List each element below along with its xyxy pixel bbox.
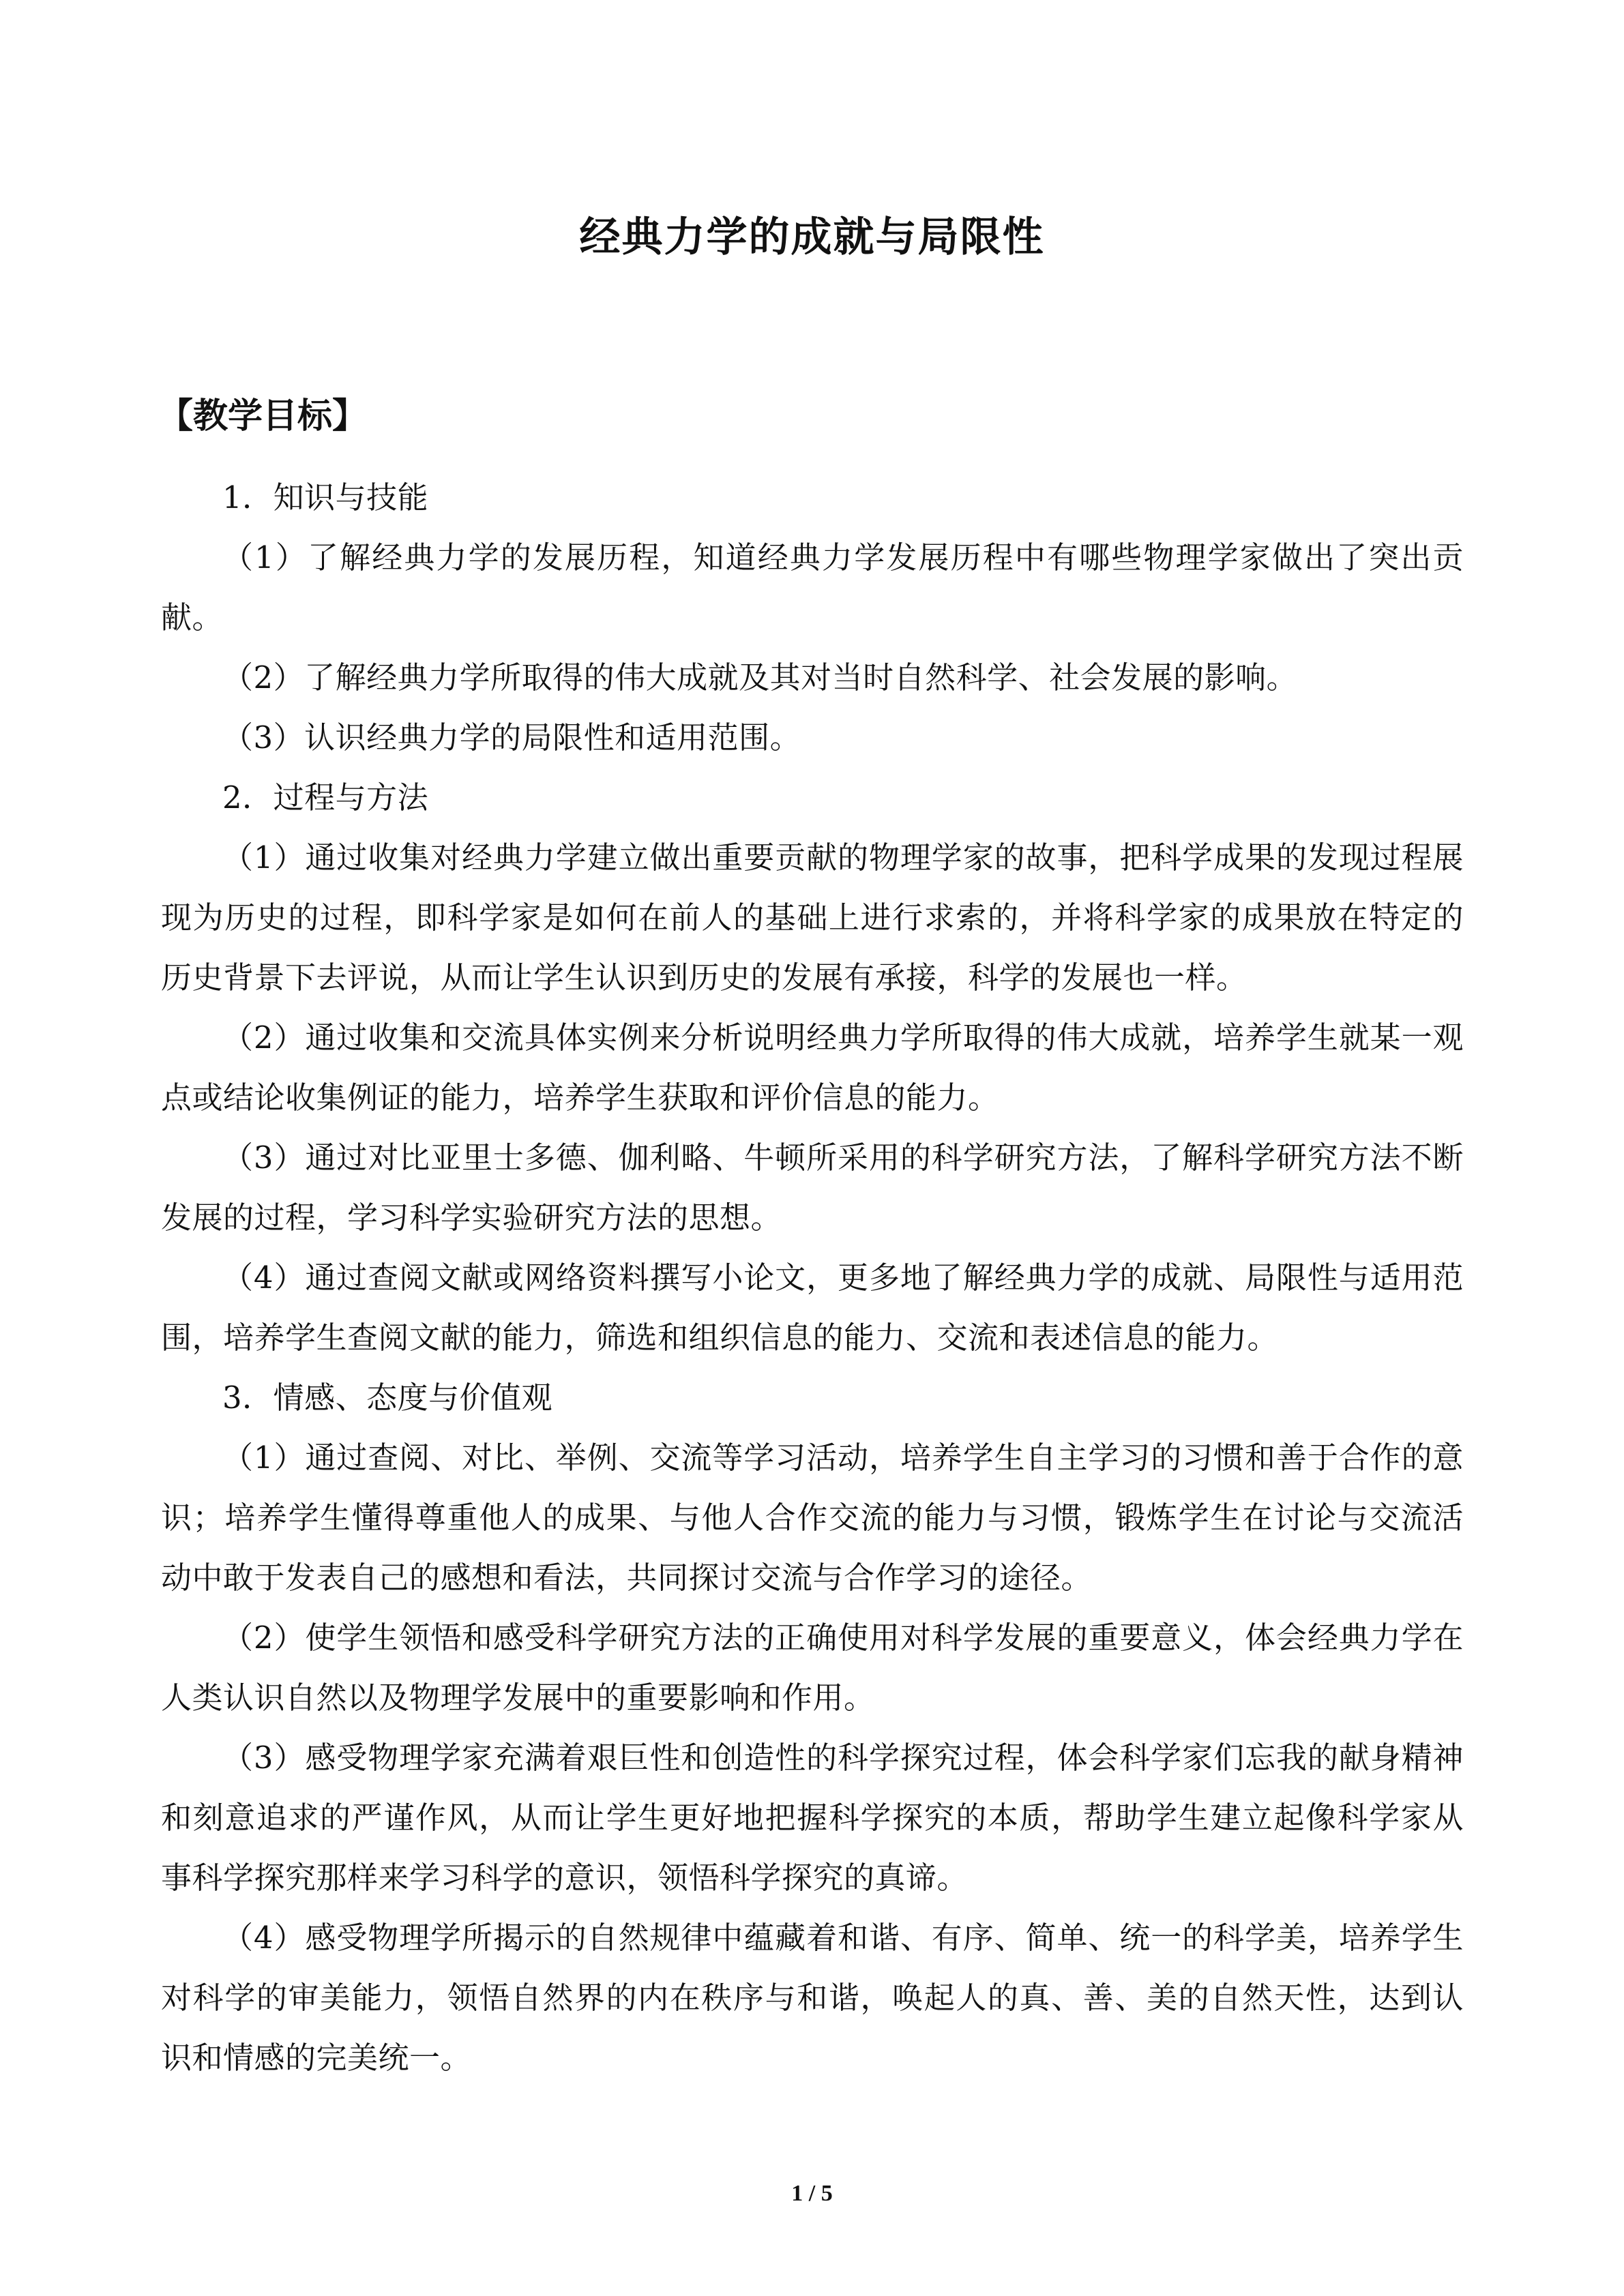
paragraph: （1）了解经典力学的发展历程，知道经典力学发展历程中有哪些物理学家做出了突出贡献。 [161,539,1464,636]
paragraph: （1）通过收集对经典力学建立做出重要贡献的物理学家的故事，把科学成果的发现过程展现为历史的过程，即科学家是如何在前人的基础上进行求索的，并将科学家的成果放在特定的历史背景下去评说，从而让学生认识到历史的发展有承接，科学的发展也一样。 [161,839,1464,996]
subheading-knowledge-skills: 1．知识与技能 [222,479,429,516]
paragraph: （2）使学生领悟和感受科学研究方法的正确使用对科学发展的重要意义，体会经典力学在人类认识自然以及物理学发展中的重要影响和作用。 [161,1620,1464,1716]
paragraph: （2）了解经典力学所取得的伟大成就及其对当时自然科学、社会发展的影响。 [222,659,1298,696]
paragraph: （2）通过收集和交流具体实例来分析说明经典力学所取得的伟大成就，培养学生就某一观点或结论收集例证的能力，培养学生获取和评价信息的能力。 [161,1019,1464,1116]
paragraph: （3）感受物理学家充满着艰巨性和创造性的科学探究过程，体会科学家们忘我的献身精神和刻意追求的严谨作风，从而让学生更好地把握科学探究的本质，帮助学生建立起像科学家从事科学探究那样来学习科学的意识，领悟科学探究的真谛。 [161,1740,1464,1896]
paragraph: （3）认识经典力学的局限性和适用范围。 [222,719,801,756]
paragraph: （4）感受物理学所揭示的自然规律中蕴藏着和谐、有序、简单、统一的科学美，培养学生对科学的审美能力，领悟自然界的内在秩序与和谐，唤起人的真、善、美的自然天性，达到认识和情感的完美统一。 [161,1920,1464,2076]
document-title: 经典力学的成就与局限性 [579,213,1045,261]
subheading-process-methods: 2．过程与方法 [222,779,429,816]
subheading-emotion-values: 3．情感、态度与价值观 [222,1380,553,1416]
paragraph: （4）通过查阅文献或网络资料撰写小论文，更多地了解经典力学的成就、局限性与适用范围，培养学生查阅文献的能力，筛选和组织信息的能力、交流和表述信息的能力。 [161,1259,1464,1356]
paragraph: （3）通过对比亚里士多德、伽利略、牛顿所采用的科学研究方法，了解科学研究方法不断发展的过程，学习科学实验研究方法的思想。 [161,1139,1464,1236]
page-number: 1 / 5 [791,2181,833,2206]
paragraph: （1）通过查阅、对比、举例、交流等学习活动，培养学生自主学习的习惯和善于合作的意识；培养学生懂得尊重他人的成果、与他人合作交流的能力与习惯，锻炼学生在讨论与交流活动中敢于发表自己的感想和看法，共同探讨交流与合作学习的途径。 [161,1440,1464,1596]
section-heading-teaching-goals: 【教学目标】 [158,396,368,436]
